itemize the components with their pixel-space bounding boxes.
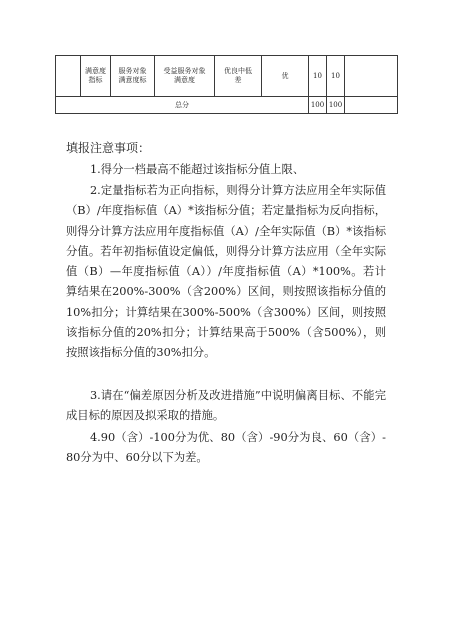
performance-table	[55, 55, 398, 114]
table-cell: 优	[262, 56, 309, 97]
total-value: 100	[327, 97, 345, 114]
total-value	[345, 97, 398, 114]
notes-heading: 填报注意事项：	[66, 141, 151, 155]
note-item-4: 4.90（含）-100分为优、80（含）-90分为良、60（含）-80分为中、60分以下为差。	[66, 431, 386, 465]
table-cell: 10	[327, 56, 345, 97]
cell-text: 满意度 指标	[85, 67, 106, 84]
note-item-3: 3.请在“偏差原因分析及改进措施”中说明偏离目标、不能完成目标的原因及拟采取的措施。	[66, 389, 386, 423]
cell-text: 优良中低 差	[224, 67, 252, 84]
table-cell: 10	[309, 56, 327, 97]
table-cell	[81, 56, 111, 97]
table-cell	[56, 56, 81, 97]
table-cell	[111, 56, 155, 97]
note-item-2: 2.定量指标若为正向指标，则得分计算方法应用全年实际值（B）/年度指标值（A）*该指标分值；若定量指标为反向指标，则得分计算方法应用年度指标值（A）/全年实际值（B）*该指标分值。若年初指标值设定偏低，则得分计算方法应用（全年实际值（B）—年度指标值（A））/年度指标值（A）*100%。若计算结果在200%-300%（含200%）区间，则按照该指标分值的10%扣分；计算结果在300%-500%（含300%）区间，则按照该指标分值的20%扣分；计算结果高于500%（含500%），则按照该指标分值的30%扣分。	[66, 184, 386, 360]
table-cell	[345, 56, 398, 97]
table-cell	[155, 56, 215, 97]
table-cell	[215, 56, 262, 97]
note-item-1: 1.得分一档最高不能超过该指标分值上限、	[90, 163, 305, 176]
table-row-total	[56, 97, 398, 114]
cell-text: 服务对象 满意度标	[118, 67, 147, 84]
cell-text: 受益服务对象 满意度	[163, 67, 206, 84]
total-label: 总分	[56, 97, 309, 114]
total-value: 100	[309, 97, 327, 114]
table-row	[56, 56, 398, 97]
